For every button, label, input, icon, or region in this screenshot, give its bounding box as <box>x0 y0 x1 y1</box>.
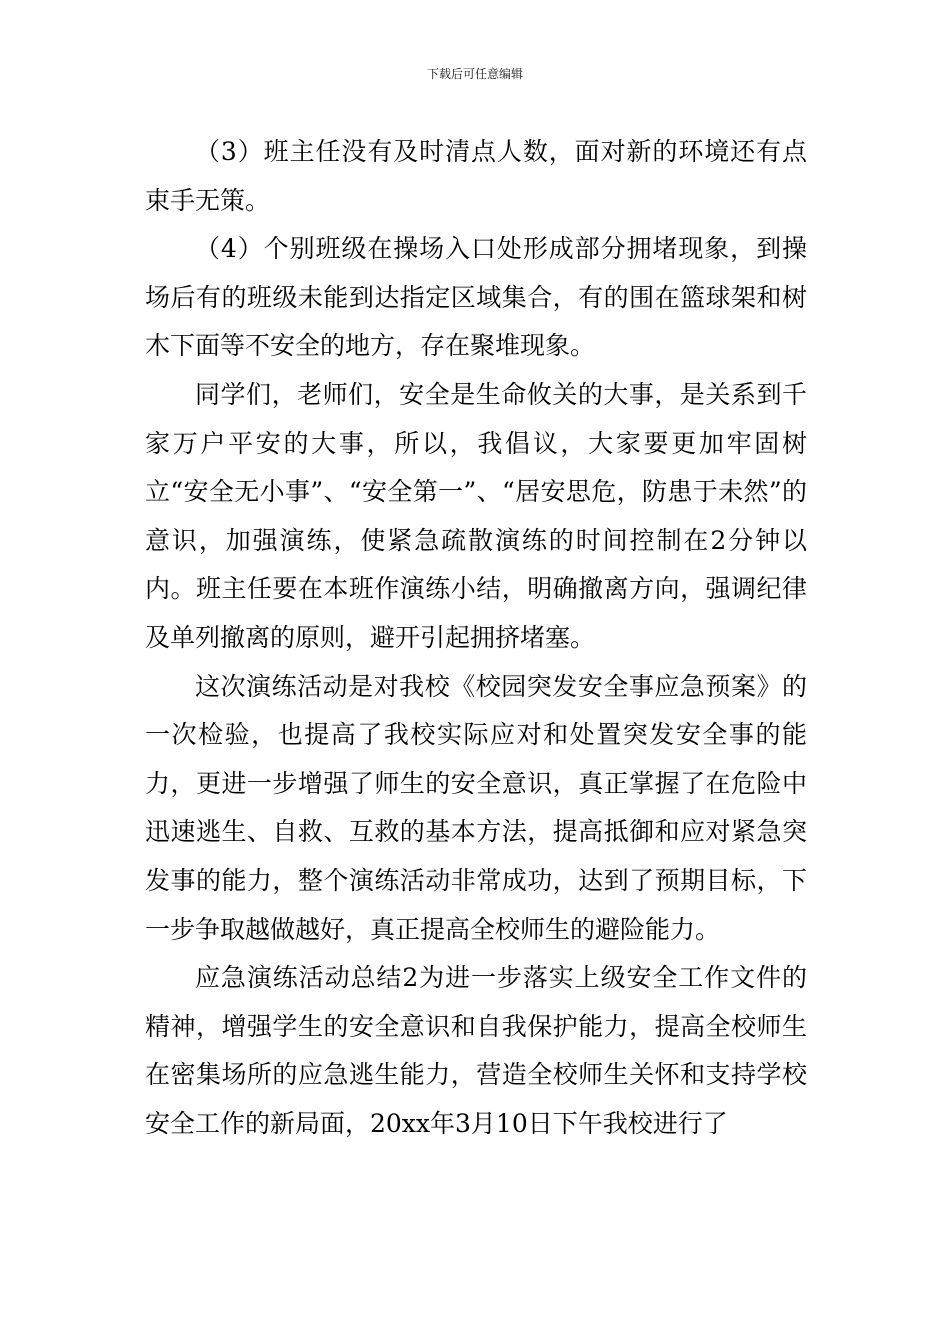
page-header: 下载后可任意编辑 <box>426 67 523 81</box>
paragraph: 这次演练活动是对我校《校园突发安全事应急预案》的一次检验，也提高了我校实际应对和处置突发安全事的能力，更进一步增强了师生的安全意识，真正掌握了在危险中迅速逃生、自救、互救的基本方法，提高抵御和应对紧急突发事的能力，整个演练活动非常成功，达到了预期目标，下一步争取越做越好，真正提高全校师生的避险能力。 <box>145 671 807 944</box>
paragraph: 同学们，老师们，安全是生命攸关的大事，是关系到千家万户平安的大事，所以，我倡议，大家要更加牢固树立“安全无小事”、“安全第一”、“居安思危，防患于未然”的意识，加强演练，使紧急疏散演练的时间控制在2分钟以内。班主任要在本班作演练小结，明确撤离方向，强调纪律及单列撤离的原则，避开引起拥挤堵塞。 <box>145 379 807 652</box>
paragraph: （4）个别班级在操场入口处形成部分拥堵现象，到操场后有的班级未能到达指定区域集合，有的围在篮球架和树木下面等不安全的地方，存在聚堆现象。 <box>145 234 807 361</box>
document-body <box>145 128 807 1148</box>
paragraph: 应急演练活动总结2为进一步落实上级安全工作文件的精神，增强学生的安全意识和自我保护能力，提高全校师生在密集场所的应急逃生能力，营造全校师生关怀和支持学校安全工作的新局面，20xx年3月10日下午我校进行了 <box>145 963 807 1138</box>
paragraph: （3）班主任没有及时清点人数，面对新的环境还有点束手无策。 <box>145 137 807 215</box>
